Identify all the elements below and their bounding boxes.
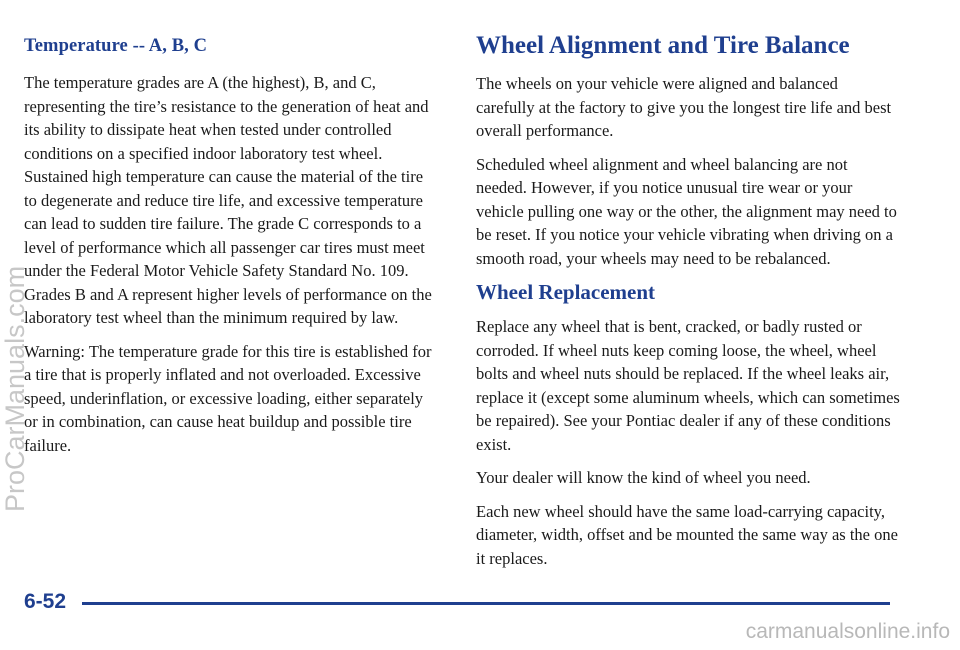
warning-paragraph: Warning: The temperature grade for this tire is established for a tire that is properly inflated and not overloaded. Excessive speed, underinflation, or excessive loading, either separately or in combination, can cause heat buildup and possible tire failure.	[24, 341, 432, 455]
wheel-alignment-heading: Wheel Alignment and Tire Balance	[476, 32, 850, 59]
temperature-paragraph: The temperature grades are A (the highest), B, and C, representing the tire’s resistance to the generation of heat and its ability to dissipate heat when tested under controlled conditions on a specified indoor laboratory test wheel. Sustained high temperature can cause the material of the tire to degenerate and reduce tire life, and excessive temperature can lead to sudden tire failure. The grade C corresponds to a level of performance which all passenger car tires must meet under the Federal Motor Vehicle Safety Standard No. 109. Grades B and A represent higher levels of performance on the laboratory test wheel than the minimum required by law.	[24, 73, 432, 327]
horizontal-watermark: carmanualsonline.info	[745, 620, 950, 643]
replacement-paragraph: Your dealer will know the kind of wheel you need.	[476, 468, 811, 487]
vertical-watermark: ProCarManuals.com	[0, 265, 30, 512]
temperature-heading: Temperature -- A, B, C	[24, 36, 208, 56]
alignment-paragraph: The wheels on your vehicle were aligned and balanced carefully at the factory to give you the longest tire life and best overall performance.	[476, 74, 892, 140]
left-column	[24, 28, 432, 467]
right-column	[476, 28, 900, 580]
wheel-replacement-heading: Wheel Replacement	[476, 280, 656, 304]
alignment-paragraph: Scheduled wheel alignment and wheel balancing are not needed. However, if you notice unusual tire wear or your vehicle pulling one way or the other, the alignment may need to be reset. If you notice your vehicle vibrating when driving on a smooth road, your wheels may need to be rebalanced.	[476, 154, 897, 268]
replacement-paragraph: Each new wheel should have the same load-carrying capacity, diameter, width, offset and be mounted the same way as the one it replaces.	[476, 501, 898, 568]
page-number: 6-52	[24, 590, 67, 613]
footer-rule	[82, 602, 890, 605]
replacement-paragraph: Replace any wheel that is bent, cracked, or badly rusted or corroded. If wheel nuts keep coming loose, the wheel, wheel bolts and wheel nuts should be replaced. If the wheel leaks air, replace it (except some aluminum wheels, which can sometimes be repaired). See your Pontiac dealer if any of these conditions exist.	[476, 317, 900, 454]
